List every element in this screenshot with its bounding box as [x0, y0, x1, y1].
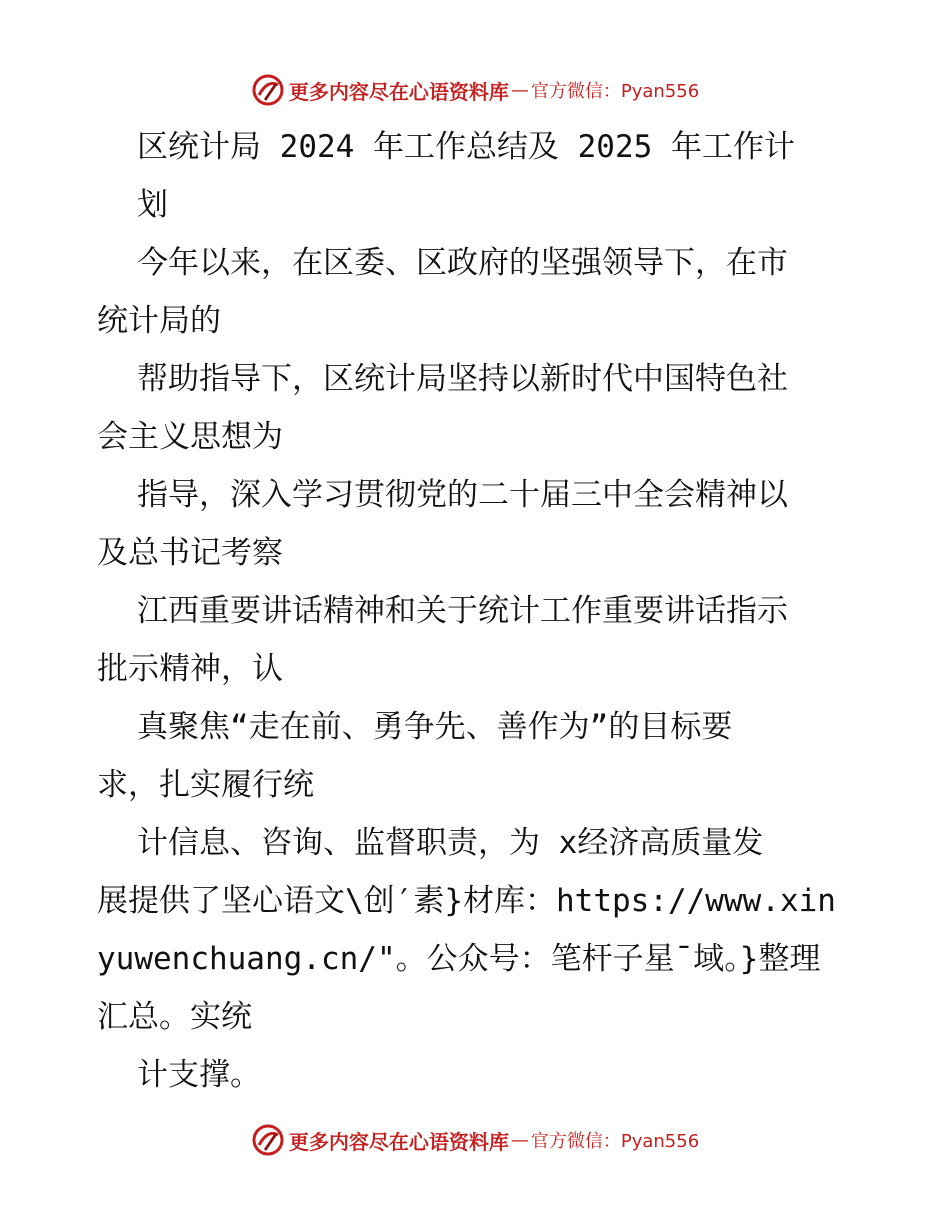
text-line: 计信息、咨询、监督职责，为 x经济高质量发 — [137, 825, 764, 861]
text-line: 帮助指导下，区统计局坚持以新时代中国特色社 — [137, 361, 788, 397]
text-line: 划 — [137, 187, 168, 223]
banner-dash: — — [510, 79, 529, 101]
footer-banner — [0, 1120, 950, 1160]
text-line: 统计局的 — [97, 303, 221, 339]
banner-contact: 官方微信：Pyan556 — [530, 1131, 700, 1152]
text-line: 求，扎实履行统 — [97, 767, 314, 803]
text-line: 今年以来，在区委、区政府的坚强领导下，在市 — [137, 245, 788, 281]
text-line: 展提供了坚心语文\创′素}材库：https://www.xin — [97, 883, 836, 919]
text-line: 区统计局 2024 年工作总结及 2025 年工作计 — [137, 129, 795, 165]
header-banner — [0, 70, 950, 110]
banner-dash: — — [510, 1129, 529, 1151]
text-line: yuwenchuang.cn/"。公众号：笔杆子星¯域。}整理 — [97, 941, 821, 977]
pen-swirl-logo-icon — [251, 73, 285, 107]
text-line: 计支撑。 — [137, 1057, 261, 1093]
text-line: 会主义思想为 — [97, 419, 283, 455]
pen-swirl-logo-icon — [251, 1123, 285, 1157]
text-line: 及总书记考察 — [97, 535, 283, 571]
banner-title: 更多内容尽在心语资料库 — [288, 1129, 509, 1154]
text-line: 真聚焦“走在前、勇争先、善作为”的目标要 — [137, 709, 733, 745]
text-line: 指导，深入学习贯彻党的二十届三中全会精神以 — [137, 477, 788, 513]
document-body — [97, 118, 857, 1104]
banner-title: 更多内容尽在心语资料库 — [288, 79, 509, 104]
banner-contact: 官方微信：Pyan556 — [530, 81, 700, 102]
text-line: 江西重要讲话精神和关于统计工作重要讲话指示 — [137, 593, 788, 629]
text-line: 汇总。实统 — [97, 999, 252, 1035]
text-line: 批示精神，认 — [97, 651, 283, 687]
